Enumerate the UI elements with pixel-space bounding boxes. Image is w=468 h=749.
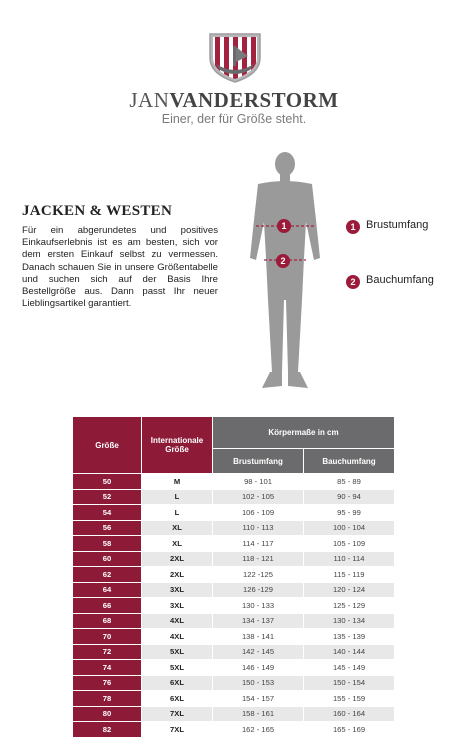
cell-belly: 120 - 124 [304,583,394,598]
cell-chest: 110 - 113 [213,521,303,536]
cell-international: 5XL [142,645,212,660]
cell-international: 3XL [142,598,212,613]
cell-chest: 114 - 117 [213,536,303,551]
legend-badge-2: 2 [346,275,360,289]
cell-size: 50 [73,474,141,489]
cell-international: XL [142,521,212,536]
legend-badge-1: 1 [346,220,360,234]
legend-label-chest: Brustumfang [366,219,429,231]
cell-chest: 150 - 153 [213,676,303,691]
cell-size: 62 [73,567,141,582]
cell-chest: 158 - 161 [213,707,303,722]
cell-size: 66 [73,598,141,613]
cell-belly: 135 - 139 [304,629,394,644]
cell-size: 56 [73,521,141,536]
cell-belly: 145 - 149 [304,660,394,675]
cell-belly: 125 - 129 [304,598,394,613]
table-row [73,490,394,505]
table-row [73,552,394,567]
cell-size: 80 [73,707,141,722]
cell-international: XL [142,536,212,551]
table-row [73,707,394,722]
cell-belly: 85 - 89 [304,474,394,489]
cell-belly: 115 - 119 [304,567,394,582]
cell-international: 2XL [142,567,212,582]
cell-chest: 98 - 101 [213,474,303,489]
table-row [73,521,394,536]
cell-chest: 106 - 109 [213,505,303,520]
section-description: Für ein abgerundetes und positives Einkaufserlebnis ist es am besten, sich vor dem ersten Einkauf selbst zu vermessen. Danach schauen Sie in unsere Größentabelle und suchen sich auf der Basis Ihre Bestellgröße aus. Dann passt Ihr neuer Lieblingsartikel garantiert. [22,225,218,310]
cell-international: 4XL [142,629,212,644]
brand-name-second: VANDERSTORM [169,88,339,112]
cell-international: L [142,505,212,520]
cell-size: 70 [73,629,141,644]
header-body-measures: Körpermaße in cm [213,417,394,448]
table-row [73,645,394,660]
cell-chest: 130 - 133 [213,598,303,613]
cell-belly: 90 - 94 [304,490,394,505]
cell-chest: 118 - 121 [213,552,303,567]
cell-belly: 100 - 104 [304,521,394,536]
cell-chest: 122 -125 [213,567,303,582]
cell-international: 2XL [142,552,212,567]
cell-international: 3XL [142,583,212,598]
cell-chest: 134 - 137 [213,614,303,629]
size-table [72,416,395,738]
cell-belly: 95 - 99 [304,505,394,520]
cell-size: 64 [73,583,141,598]
cell-chest: 162 - 165 [213,722,303,737]
cell-size: 74 [73,660,141,675]
size-table-body [73,474,394,737]
cell-size: 60 [73,552,141,567]
cell-chest: 142 - 145 [213,645,303,660]
table-row [73,691,394,706]
marker-badge-1-on-figure: 1 [277,219,291,233]
table-row [73,474,394,489]
brand-shield-logo [206,28,264,84]
body-silhouette-icon [240,150,330,395]
header-international: Internationale Größe [142,417,212,473]
cell-size: 72 [73,645,141,660]
cell-belly: 155 - 159 [304,691,394,706]
cell-international: 7XL [142,707,212,722]
cell-belly: 160 - 164 [304,707,394,722]
cell-belly: 130 - 134 [304,614,394,629]
cell-international: 6XL [142,676,212,691]
cell-belly: 150 - 154 [304,676,394,691]
brand-name-first: JAN [129,88,170,112]
table-row [73,583,394,598]
table-row [73,505,394,520]
header-size: Größe [73,417,141,473]
legend-label-belly: Bauchumfang [366,274,434,286]
cell-chest: 138 - 141 [213,629,303,644]
cell-belly: 140 - 144 [304,645,394,660]
cell-international: 4XL [142,614,212,629]
section-title: JACKEN & WESTEN [22,203,173,219]
cell-chest: 126 -129 [213,583,303,598]
header-belly: Bauchumfang [304,449,394,473]
cell-size: 68 [73,614,141,629]
brand-name [0,88,468,113]
cell-chest: 154 - 157 [213,691,303,706]
cell-international: 7XL [142,722,212,737]
table-row [73,722,394,737]
cell-size: 82 [73,722,141,737]
table-row [73,536,394,551]
marker-badge-2-on-figure: 2 [276,254,290,268]
table-row [73,614,394,629]
cell-size: 78 [73,691,141,706]
cell-international: 6XL [142,691,212,706]
cell-size: 52 [73,490,141,505]
table-row [73,629,394,644]
brand-slogan: Einer, der für Größe steht. [161,112,307,126]
cell-size: 58 [73,536,141,551]
cell-chest: 102 - 105 [213,490,303,505]
cell-size: 54 [73,505,141,520]
table-row [73,676,394,691]
cell-international: M [142,474,212,489]
cell-belly: 165 - 169 [304,722,394,737]
header-chest: Brustumfang [213,449,303,473]
cell-international: 5XL [142,660,212,675]
table-row [73,660,394,675]
cell-belly: 110 - 114 [304,552,394,567]
cell-chest: 146 - 149 [213,660,303,675]
cell-size: 76 [73,676,141,691]
table-row [73,598,394,613]
table-row [73,567,394,582]
cell-belly: 105 - 109 [304,536,394,551]
cell-international: L [142,490,212,505]
